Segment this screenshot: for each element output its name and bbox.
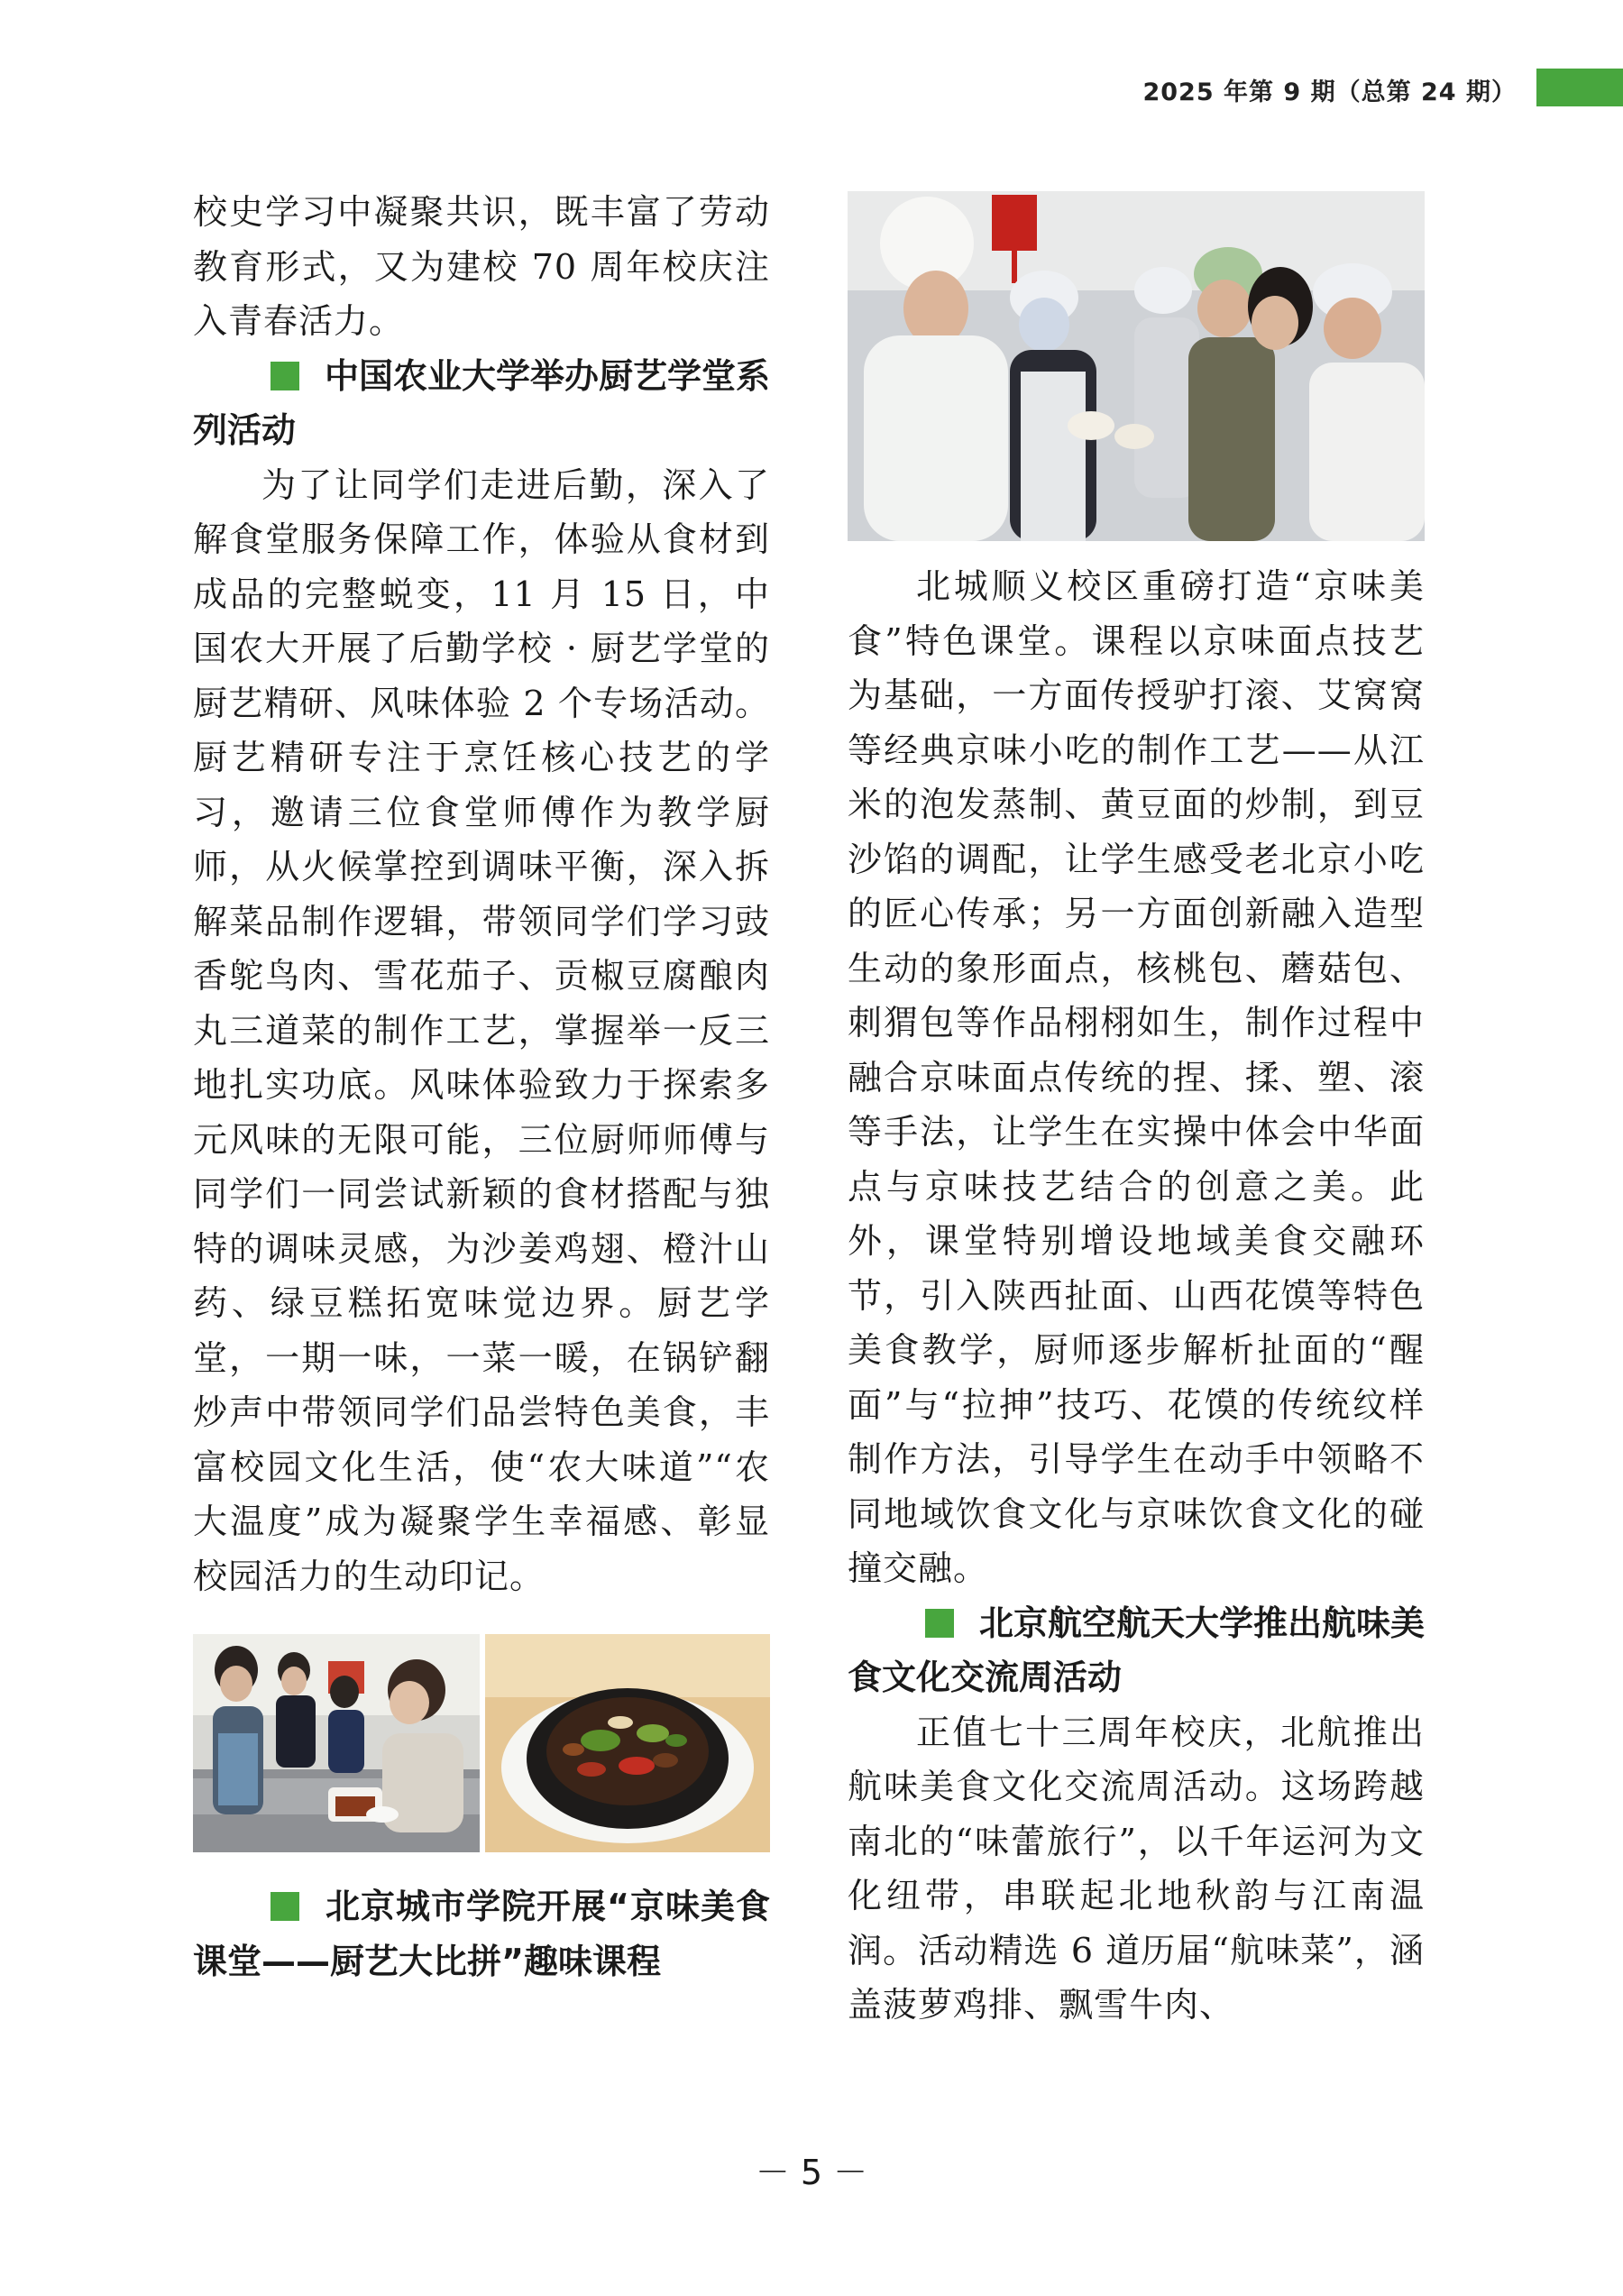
section-paragraph-bcu: 北城顺义校区重磅打造“京味美食”特色课堂。课程以京味面点技艺为基础，一方面传授驴打滚、艾窝窝等经典京味小吃的制作工艺——从江米的泡发蒸制、黄豆面的炒制，到豆沙馅的调配，让学生感受老北京小吃的匠心传承；另一方面创新融入造型生动的象形面点，核桃包、蘑菇包、刺猬包等作品栩栩如生，制作过程中融合京味面点传统的捏、揉、塑、滚等手法，让学生在实操中体会中华面点与京味技艺结合的创意之美。此外，课堂特别增设地域美食交融环节，引入陕西扯面、山西花馍等特色美食教学，厨师逐步解析扯面的“醒面”与“拉抻”技巧、花馍的传统纹样制作方法，引导学生在动手中领略不同地域饮食文化与京味饮食文化的碰撞交融。 xyxy=(848,566,1425,1588)
section-paragraph-buaa: 正值七十三周年校庆，北航推出航味美食文化交流周活动。这场跨越南北的“味蕾旅行”，以千年运河为文化纽带，串联起北地秋韵与江南温润。活动精选 6 道历届“航味菜”，涵盖菠萝鸡排、飘雪牛肉、 xyxy=(848,1712,1425,2025)
photo-pastry-class xyxy=(848,191,1425,541)
photo-dish-claypot xyxy=(485,1634,770,1852)
continued-paragraph: 校史学习中凝聚共识，既丰富了劳动教育形式，又为建校 70 周年校庆注入青春活力。 xyxy=(193,192,770,341)
photo-students-cooking xyxy=(193,1634,480,1852)
section-heading-text: 中国农业大学举办厨艺学堂系列活动 xyxy=(193,355,771,450)
page-number: － 5 － xyxy=(755,2153,868,2192)
section-heading-bcu xyxy=(193,1879,770,1988)
right-column xyxy=(848,191,1425,2033)
header-accent-bar xyxy=(1536,69,1623,106)
section-paragraph-cau: 为了让同学们走进后勤，深入了解食堂服务保障工作，体验从食材到成品的完整蜕变，11 月 15 日，中国农大开展了后勤学校 · 厨艺学堂的厨艺精研、风味体验 2 个专场活动。厨艺精研专注于烹饪核心技艺的学习，邀请三位食堂师傅作为教学厨师，从火候掌控到调味平衡，深入拆解菜品制作逻辑，带领同学们学习豉香鸵鸟肉、雪花茄子、贡椒豆腐酿肉丸三道菜的制作工艺，掌握举一反三地扎实功底。风味体验致力于探索多元风味的无限可能，三位厨师师傅与同学们一同尝试新颖的食材搭配与独特的调味灵感，为沙姜鸡翅、橙汁山药、绿豆糕拓宽味觉边界。厨艺学堂，一期一味，一菜一暖，在锅铲翻炒声中带领同学们品尝特色美食，丰富校园文化生活，使“农大味道”“农大温度”成为凝聚学生幸福感、彰显校园活力的生动印记。 xyxy=(193,464,770,1596)
section-heading-text: 北京航空航天大学推出航味美食文化交流周活动 xyxy=(848,1603,1426,1697)
left-column xyxy=(193,185,770,1988)
issue-label: 2025 年第 9 期（总第 24 期） xyxy=(1142,78,1517,106)
section-heading-buaa xyxy=(848,1596,1425,1705)
green-square-bullet xyxy=(925,1609,954,1638)
photo-pair xyxy=(193,1634,770,1852)
section-heading-text: 北京城市学院开展“京味美食课堂——厨艺大比拼”趣味课程 xyxy=(193,1887,770,1981)
green-square-bullet xyxy=(270,1892,299,1921)
section-heading-cau xyxy=(193,349,770,458)
green-square-bullet xyxy=(270,362,299,390)
